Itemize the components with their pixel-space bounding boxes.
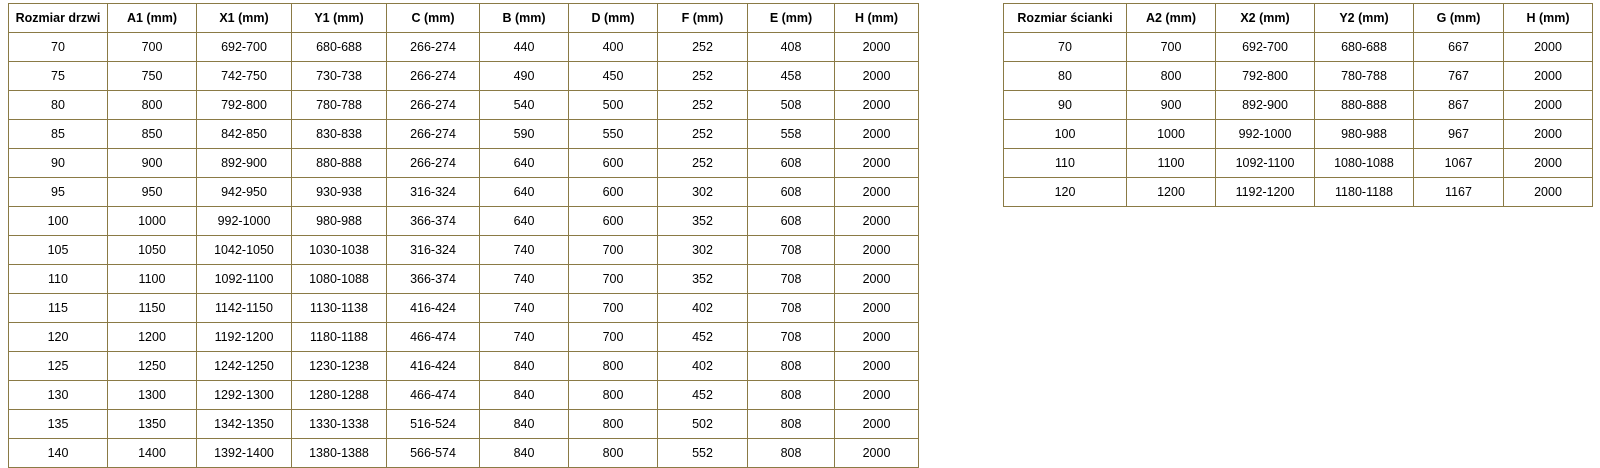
table-cell: 1342-1350 [197, 410, 292, 439]
doors-size-cell: 115 [9, 294, 108, 323]
table-cell: 600 [569, 178, 658, 207]
wall-dimensions-table [1003, 3, 1593, 207]
table-cell: 1167 [1414, 178, 1504, 207]
table-cell: 252 [658, 120, 748, 149]
table-cell: 402 [658, 294, 748, 323]
table-cell: 590 [480, 120, 569, 149]
table-cell: 2000 [835, 294, 919, 323]
table-header-row [9, 4, 919, 33]
table-cell: 880-888 [292, 149, 387, 178]
table-cell: 608 [748, 149, 835, 178]
table-cell: 1280-1288 [292, 381, 387, 410]
table-cell: 2000 [835, 207, 919, 236]
table-row [9, 120, 919, 149]
wall-size-cell: 80 [1004, 62, 1127, 91]
doors-size-cell: 85 [9, 120, 108, 149]
table-cell: 1330-1338 [292, 410, 387, 439]
wall-column-header: A2 (mm) [1127, 4, 1216, 33]
table-cell: 1067 [1414, 149, 1504, 178]
table-row [9, 207, 919, 236]
doors-column-header: X1 (mm) [197, 4, 292, 33]
table-cell: 490 [480, 62, 569, 91]
table-cell: 1150 [108, 294, 197, 323]
table-cell: 2000 [835, 178, 919, 207]
table-cell: 266-274 [387, 62, 480, 91]
table-cell: 1080-1088 [292, 265, 387, 294]
table-row [1004, 33, 1593, 62]
table-cell: 366-374 [387, 265, 480, 294]
table-cell: 700 [569, 323, 658, 352]
table-cell: 2000 [1504, 178, 1593, 207]
table-cell: 700 [569, 265, 658, 294]
table-cell: 1092-1100 [197, 265, 292, 294]
table-cell: 266-274 [387, 149, 480, 178]
doors-column-header: A1 (mm) [108, 4, 197, 33]
table-cell: 2000 [835, 91, 919, 120]
table-row [9, 33, 919, 62]
table-cell: 780-788 [1315, 62, 1414, 91]
wall-size-cell: 70 [1004, 33, 1127, 62]
table-cell: 316-324 [387, 178, 480, 207]
doors-size-cell: 135 [9, 410, 108, 439]
table-cell: 708 [748, 265, 835, 294]
table-cell: 452 [658, 323, 748, 352]
table-cell: 452 [658, 381, 748, 410]
doors-column-header: E (mm) [748, 4, 835, 33]
doors-size-cell: 125 [9, 352, 108, 381]
doors-size-cell: 95 [9, 178, 108, 207]
table-cell: 566-574 [387, 439, 480, 468]
doors-size-cell: 130 [9, 381, 108, 410]
table-cell: 2000 [835, 439, 919, 468]
table-cell: 830-838 [292, 120, 387, 149]
table-cell: 252 [658, 91, 748, 120]
table-cell: 840 [480, 352, 569, 381]
wall-column-header: G (mm) [1414, 4, 1504, 33]
table-cell: 640 [480, 149, 569, 178]
doors-column-header: F (mm) [658, 4, 748, 33]
table-cell: 352 [658, 207, 748, 236]
table-cell: 1300 [108, 381, 197, 410]
doors-column-header: Rozmiar drzwi [9, 4, 108, 33]
table-cell: 252 [658, 33, 748, 62]
table-cell: 1050 [108, 236, 197, 265]
table-cell: 2000 [835, 381, 919, 410]
table-cell: 266-274 [387, 91, 480, 120]
table-cell: 600 [569, 207, 658, 236]
table-cell: 800 [1127, 62, 1216, 91]
table-cell: 808 [748, 410, 835, 439]
table-cell: 708 [748, 294, 835, 323]
table-cell: 402 [658, 352, 748, 381]
table-cell: 2000 [835, 33, 919, 62]
doors-size-cell: 75 [9, 62, 108, 91]
table-cell: 1230-1238 [292, 352, 387, 381]
table-header-row [1004, 4, 1593, 33]
table-cell: 2000 [835, 149, 919, 178]
table-cell: 1380-1388 [292, 439, 387, 468]
table-cell: 508 [748, 91, 835, 120]
table-row [9, 323, 919, 352]
table-cell: 950 [108, 178, 197, 207]
table-cell: 516-524 [387, 410, 480, 439]
table-cell: 667 [1414, 33, 1504, 62]
table-cell: 1092-1100 [1216, 149, 1315, 178]
table-cell: 640 [480, 178, 569, 207]
doors-column-header: D (mm) [569, 4, 658, 33]
table-cell: 2000 [835, 323, 919, 352]
wall-size-cell: 110 [1004, 149, 1127, 178]
table-cell: 640 [480, 207, 569, 236]
table-cell: 967 [1414, 120, 1504, 149]
table-row [9, 410, 919, 439]
table-cell: 558 [748, 120, 835, 149]
table-cell: 500 [569, 91, 658, 120]
doors-column-header: B (mm) [480, 4, 569, 33]
table-cell: 700 [569, 236, 658, 265]
table-cell: 1042-1050 [197, 236, 292, 265]
doors-size-cell: 90 [9, 149, 108, 178]
table-row [9, 91, 919, 120]
table-cell: 1030-1038 [292, 236, 387, 265]
doors-column-header: H (mm) [835, 4, 919, 33]
table-cell: 1350 [108, 410, 197, 439]
table-cell: 2000 [835, 352, 919, 381]
doors-size-cell: 140 [9, 439, 108, 468]
wall-column-header: Rozmiar ścianki [1004, 4, 1127, 33]
table-cell: 840 [480, 410, 569, 439]
table-cell: 2000 [1504, 62, 1593, 91]
table-cell: 700 [1127, 33, 1216, 62]
table-row [9, 236, 919, 265]
table-cell: 1192-1200 [197, 323, 292, 352]
table-cell: 740 [480, 236, 569, 265]
table-cell: 550 [569, 120, 658, 149]
table-cell: 316-324 [387, 236, 480, 265]
table-row [9, 149, 919, 178]
doors-column-header: Y1 (mm) [292, 4, 387, 33]
table-cell: 540 [480, 91, 569, 120]
wall-table-container [1003, 3, 1593, 207]
table-cell: 416-424 [387, 352, 480, 381]
table-cell: 900 [1127, 91, 1216, 120]
table-cell: 1142-1150 [197, 294, 292, 323]
table-cell: 552 [658, 439, 748, 468]
table-cell: 302 [658, 178, 748, 207]
table-cell: 366-374 [387, 207, 480, 236]
table-cell: 302 [658, 236, 748, 265]
table-cell: 2000 [1504, 33, 1593, 62]
table-cell: 942-950 [197, 178, 292, 207]
table-cell: 1100 [1127, 149, 1216, 178]
table-row [1004, 149, 1593, 178]
table-cell: 808 [748, 439, 835, 468]
doors-column-header: C (mm) [387, 4, 480, 33]
table-row [9, 178, 919, 207]
table-cell: 1180-1188 [292, 323, 387, 352]
doors-table-body [9, 33, 919, 468]
table-cell: 1200 [108, 323, 197, 352]
table-cell: 750 [108, 62, 197, 91]
doors-size-cell: 120 [9, 323, 108, 352]
wall-size-cell: 90 [1004, 91, 1127, 120]
table-cell: 930-938 [292, 178, 387, 207]
table-cell: 800 [569, 410, 658, 439]
table-cell: 800 [569, 381, 658, 410]
table-cell: 700 [569, 294, 658, 323]
table-cell: 2000 [1504, 91, 1593, 120]
table-cell: 458 [748, 62, 835, 91]
table-cell: 708 [748, 236, 835, 265]
table-cell: 2000 [835, 265, 919, 294]
table-cell: 740 [480, 323, 569, 352]
table-row [9, 352, 919, 381]
table-cell: 840 [480, 381, 569, 410]
doors-size-cell: 110 [9, 265, 108, 294]
wall-table-head [1004, 4, 1593, 33]
table-cell: 2000 [1504, 149, 1593, 178]
table-row [9, 381, 919, 410]
table-row [9, 265, 919, 294]
table-cell: 980-988 [292, 207, 387, 236]
table-cell: 608 [748, 207, 835, 236]
doors-size-cell: 80 [9, 91, 108, 120]
table-cell: 700 [108, 33, 197, 62]
table-cell: 692-700 [197, 33, 292, 62]
table-cell: 2000 [835, 120, 919, 149]
table-cell: 466-474 [387, 381, 480, 410]
table-cell: 840 [480, 439, 569, 468]
table-cell: 808 [748, 381, 835, 410]
table-cell: 767 [1414, 62, 1504, 91]
table-cell: 900 [108, 149, 197, 178]
table-cell: 740 [480, 265, 569, 294]
table-cell: 440 [480, 33, 569, 62]
wall-size-cell: 100 [1004, 120, 1127, 149]
table-cell: 892-900 [1216, 91, 1315, 120]
table-cell: 1250 [108, 352, 197, 381]
table-cell: 992-1000 [1216, 120, 1315, 149]
wall-size-cell: 120 [1004, 178, 1127, 207]
table-cell: 2000 [835, 236, 919, 265]
table-cell: 1192-1200 [1216, 178, 1315, 207]
table-cell: 730-738 [292, 62, 387, 91]
table-row [9, 439, 919, 468]
table-cell: 880-888 [1315, 91, 1414, 120]
table-cell: 466-474 [387, 323, 480, 352]
table-row [9, 294, 919, 323]
table-cell: 842-850 [197, 120, 292, 149]
table-cell: 867 [1414, 91, 1504, 120]
table-row [1004, 62, 1593, 91]
wall-column-header: Y2 (mm) [1315, 4, 1414, 33]
table-cell: 416-424 [387, 294, 480, 323]
table-cell: 252 [658, 62, 748, 91]
wall-table-body [1004, 33, 1593, 207]
table-cell: 408 [748, 33, 835, 62]
table-cell: 692-700 [1216, 33, 1315, 62]
wall-column-header: X2 (mm) [1216, 4, 1315, 33]
doors-size-cell: 70 [9, 33, 108, 62]
table-cell: 1130-1138 [292, 294, 387, 323]
table-cell: 1180-1188 [1315, 178, 1414, 207]
table-cell: 800 [108, 91, 197, 120]
doors-table-container [8, 3, 919, 468]
table-cell: 800 [569, 439, 658, 468]
table-cell: 2000 [1504, 120, 1593, 149]
table-cell: 352 [658, 265, 748, 294]
table-cell: 2000 [835, 62, 919, 91]
table-row [1004, 91, 1593, 120]
doors-size-cell: 105 [9, 236, 108, 265]
wall-column-header: H (mm) [1504, 4, 1593, 33]
table-cell: 892-900 [197, 149, 292, 178]
table-cell: 1392-1400 [197, 439, 292, 468]
doors-size-cell: 100 [9, 207, 108, 236]
table-cell: 252 [658, 149, 748, 178]
table-cell: 780-788 [292, 91, 387, 120]
table-cell: 992-1000 [197, 207, 292, 236]
table-row [1004, 178, 1593, 207]
table-cell: 1000 [1127, 120, 1216, 149]
table-cell: 502 [658, 410, 748, 439]
table-cell: 600 [569, 149, 658, 178]
table-cell: 1292-1300 [197, 381, 292, 410]
table-cell: 792-800 [1216, 62, 1315, 91]
table-cell: 808 [748, 352, 835, 381]
table-cell: 742-750 [197, 62, 292, 91]
table-cell: 1200 [1127, 178, 1216, 207]
table-cell: 708 [748, 323, 835, 352]
table-cell: 850 [108, 120, 197, 149]
table-cell: 740 [480, 294, 569, 323]
table-cell: 1242-1250 [197, 352, 292, 381]
table-cell: 1080-1088 [1315, 149, 1414, 178]
table-cell: 1400 [108, 439, 197, 468]
doors-table-head [9, 4, 919, 33]
table-cell: 792-800 [197, 91, 292, 120]
doors-dimensions-table [8, 3, 919, 468]
table-cell: 1000 [108, 207, 197, 236]
table-row [9, 62, 919, 91]
table-cell: 608 [748, 178, 835, 207]
table-cell: 680-688 [292, 33, 387, 62]
table-row [1004, 120, 1593, 149]
table-cell: 680-688 [1315, 33, 1414, 62]
table-cell: 266-274 [387, 33, 480, 62]
table-cell: 980-988 [1315, 120, 1414, 149]
table-cell: 1100 [108, 265, 197, 294]
table-cell: 450 [569, 62, 658, 91]
table-cell: 800 [569, 352, 658, 381]
table-cell: 266-274 [387, 120, 480, 149]
table-cell: 400 [569, 33, 658, 62]
table-cell: 2000 [835, 410, 919, 439]
